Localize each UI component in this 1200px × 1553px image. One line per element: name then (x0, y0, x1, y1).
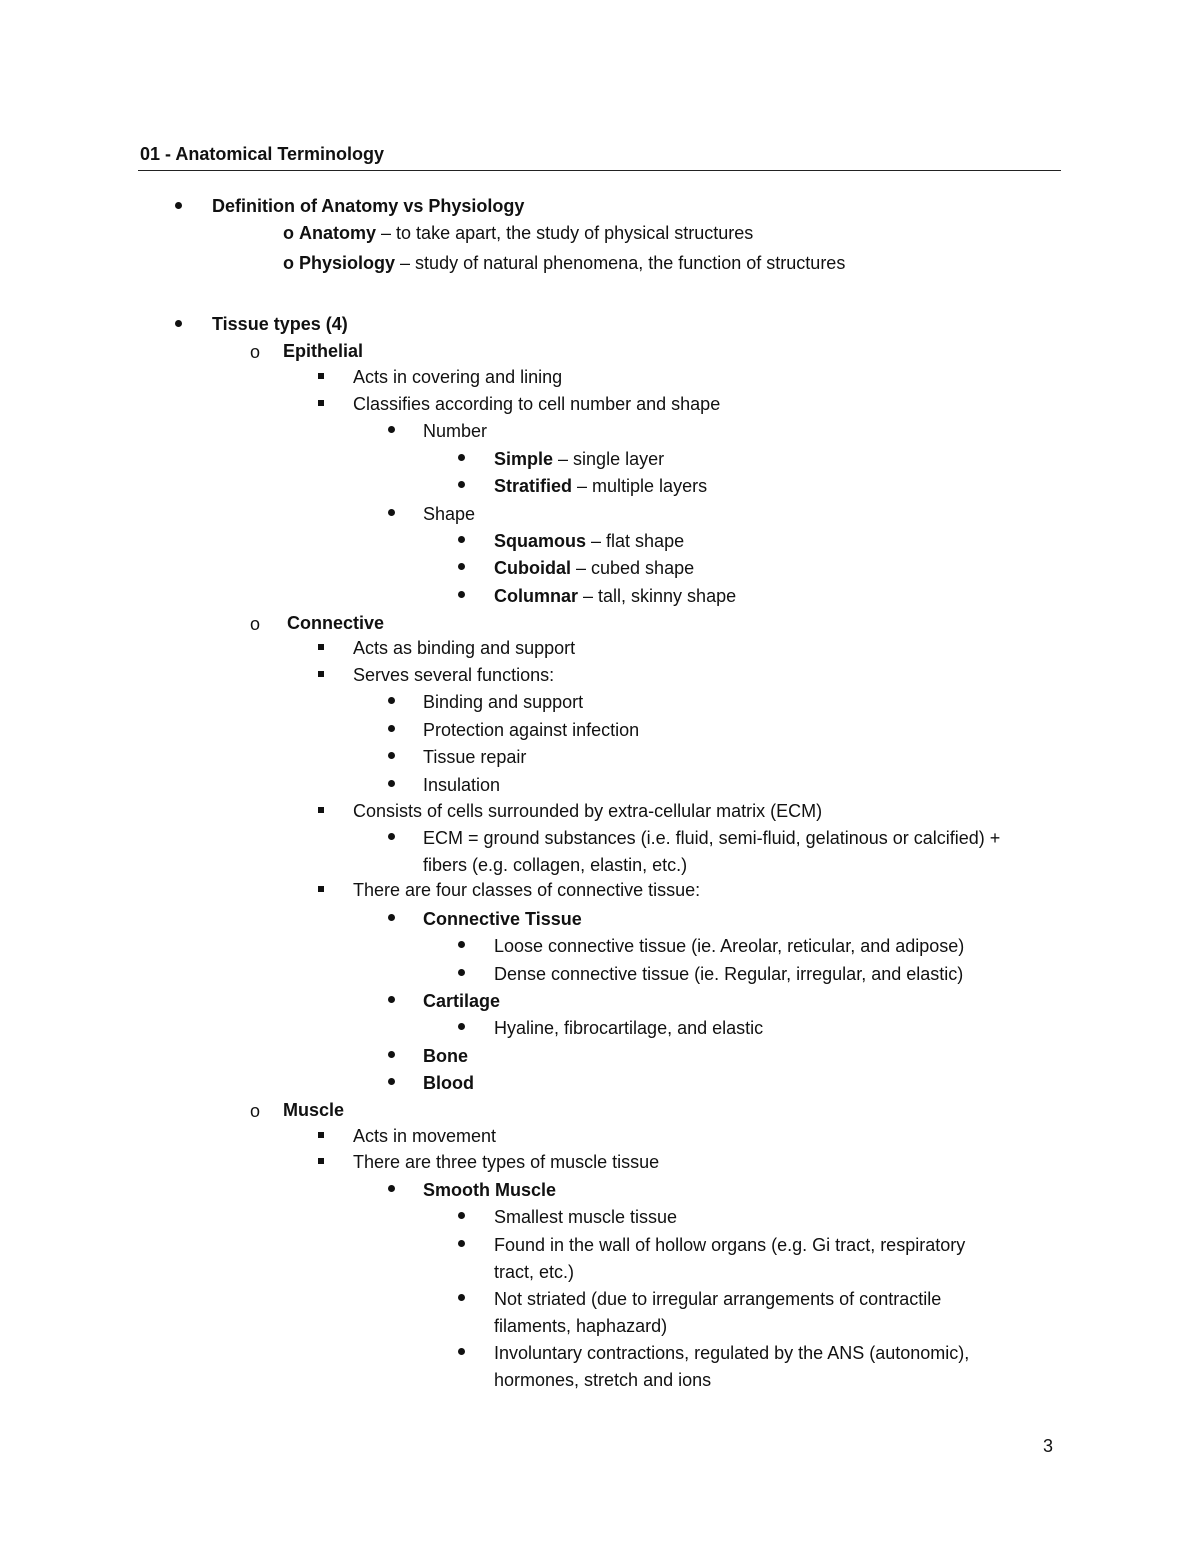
bullet-icon (458, 1294, 465, 1301)
bullet-icon (458, 1348, 465, 1355)
list-item: Serves several functions: (353, 665, 555, 685)
bullet-icon (458, 591, 465, 598)
list-item (494, 529, 684, 553)
list-item: Number (423, 421, 488, 441)
list-item: Found in the wall of hollow organs (e.g. Gi tract, respiratory (494, 1235, 966, 1255)
simple-text: – single layer (553, 449, 665, 469)
bullet-icon (388, 833, 395, 840)
cuboidal-term: Cuboidal (494, 558, 571, 578)
bullet-icon (388, 914, 395, 921)
list-marker: o (283, 253, 294, 273)
bullet-icon (388, 996, 395, 1003)
physiology-definition (283, 251, 845, 275)
stratified-text: – multiple layers (572, 476, 708, 496)
list-item: ECM = ground substances (i.e. fluid, semi-fluid, gelatinous or calcified) + (423, 828, 1001, 848)
bullet-icon (388, 509, 395, 516)
physiology-text: – study of natural phenomena, the function of structures (395, 253, 846, 273)
square-bullet-icon (318, 1158, 324, 1164)
page-title: 01 - Anatomical Terminology (140, 144, 385, 164)
list-item: Acts in covering and lining (353, 367, 563, 387)
square-bullet-icon (318, 373, 324, 379)
anatomy-definition (283, 221, 753, 245)
list-marker: o (250, 1101, 261, 1121)
list-item: Smooth Muscle (423, 1180, 557, 1200)
list-item: Involuntary contractions, regulated by the ANS (autonomic), (494, 1343, 970, 1363)
bullet-icon (458, 1240, 465, 1247)
list-item: Classifies according to cell number and shape (353, 394, 721, 414)
list-item: Cartilage (423, 991, 501, 1011)
epithelial-label: Epithelial (283, 341, 364, 361)
anatomy-text: – to take apart, the study of physical structures (376, 223, 754, 243)
simple-term: Simple (494, 449, 554, 469)
tissue-heading: Tissue types (4) (212, 314, 348, 334)
list-item (494, 584, 736, 608)
list-item: There are four classes of connective tissue: (353, 880, 701, 900)
bullet-icon (458, 1023, 465, 1030)
title-underline (138, 170, 1061, 171)
list-marker: o (250, 342, 261, 362)
anatomy-term: Anatomy (299, 223, 377, 243)
square-bullet-icon (318, 807, 324, 813)
list-item (494, 556, 694, 580)
list-item: Not striated (due to irregular arrangements of contractile (494, 1289, 942, 1309)
bullet-icon (388, 697, 395, 704)
page-number: 3 (1043, 1436, 1054, 1456)
square-bullet-icon (318, 886, 324, 892)
list-item-continuation: filaments, haphazard) (494, 1316, 668, 1336)
bullet-icon (388, 1051, 395, 1058)
bullet-icon (175, 202, 182, 209)
definition-heading: Definition of Anatomy vs Physiology (212, 196, 525, 216)
squamous-text: – flat shape (586, 531, 685, 551)
list-item-continuation: hormones, stretch and ions (494, 1370, 712, 1390)
list-item-continuation: tract, etc.) (494, 1262, 575, 1282)
list-item: Loose connective tissue (ie. Areolar, reticular, and adipose) (494, 936, 965, 956)
columnar-text: – tall, skinny shape (578, 586, 737, 606)
list-item: Insulation (423, 775, 501, 795)
square-bullet-icon (318, 400, 324, 406)
bullet-icon (458, 1212, 465, 1219)
bullet-icon (388, 780, 395, 787)
list-item: Connective Tissue (423, 909, 582, 929)
list-item: Blood (423, 1073, 474, 1093)
columnar-term: Columnar (494, 586, 579, 606)
list-item: Dense connective tissue (ie. Regular, irregular, and elastic) (494, 964, 964, 984)
connective-label: Connective (287, 613, 385, 633)
bullet-icon (458, 536, 465, 543)
square-bullet-icon (318, 671, 324, 677)
cuboidal-text: – cubed shape (571, 558, 695, 578)
physiology-term: Physiology (299, 253, 396, 273)
square-bullet-icon (318, 644, 324, 650)
bullet-icon (388, 1078, 395, 1085)
stratified-term: Stratified (494, 476, 573, 496)
bullet-icon (458, 454, 465, 461)
squamous-term: Squamous (494, 531, 587, 551)
bullet-icon (388, 725, 395, 732)
list-item: There are three types of muscle tissue (353, 1152, 660, 1172)
list-item: Shape (423, 504, 476, 524)
list-item (494, 447, 664, 471)
bullet-icon (388, 1185, 395, 1192)
bullet-icon (388, 752, 395, 759)
bullet-icon (458, 563, 465, 570)
square-bullet-icon (318, 1132, 324, 1138)
list-item: Acts as binding and support (353, 638, 576, 658)
bullet-icon (458, 481, 465, 488)
bullet-icon (388, 426, 395, 433)
list-item: Hyaline, fibrocartilage, and elastic (494, 1018, 764, 1038)
list-item: Tissue repair (423, 747, 527, 767)
bullet-icon (458, 969, 465, 976)
list-item: Binding and support (423, 692, 584, 712)
bullet-icon (458, 941, 465, 948)
bullet-icon (175, 320, 182, 327)
list-item: Smallest muscle tissue (494, 1207, 678, 1227)
list-marker: o (283, 223, 294, 243)
list-item: Bone (423, 1046, 468, 1066)
list-item: Protection against infection (423, 720, 640, 740)
muscle-label: Muscle (283, 1100, 345, 1120)
list-marker: o (250, 614, 261, 634)
list-item (494, 474, 707, 498)
list-item: Consists of cells surrounded by extra-cellular matrix (ECM) (353, 801, 823, 821)
list-item-continuation: fibers (e.g. collagen, elastin, etc.) (423, 855, 688, 875)
list-item: Acts in movement (353, 1126, 497, 1146)
